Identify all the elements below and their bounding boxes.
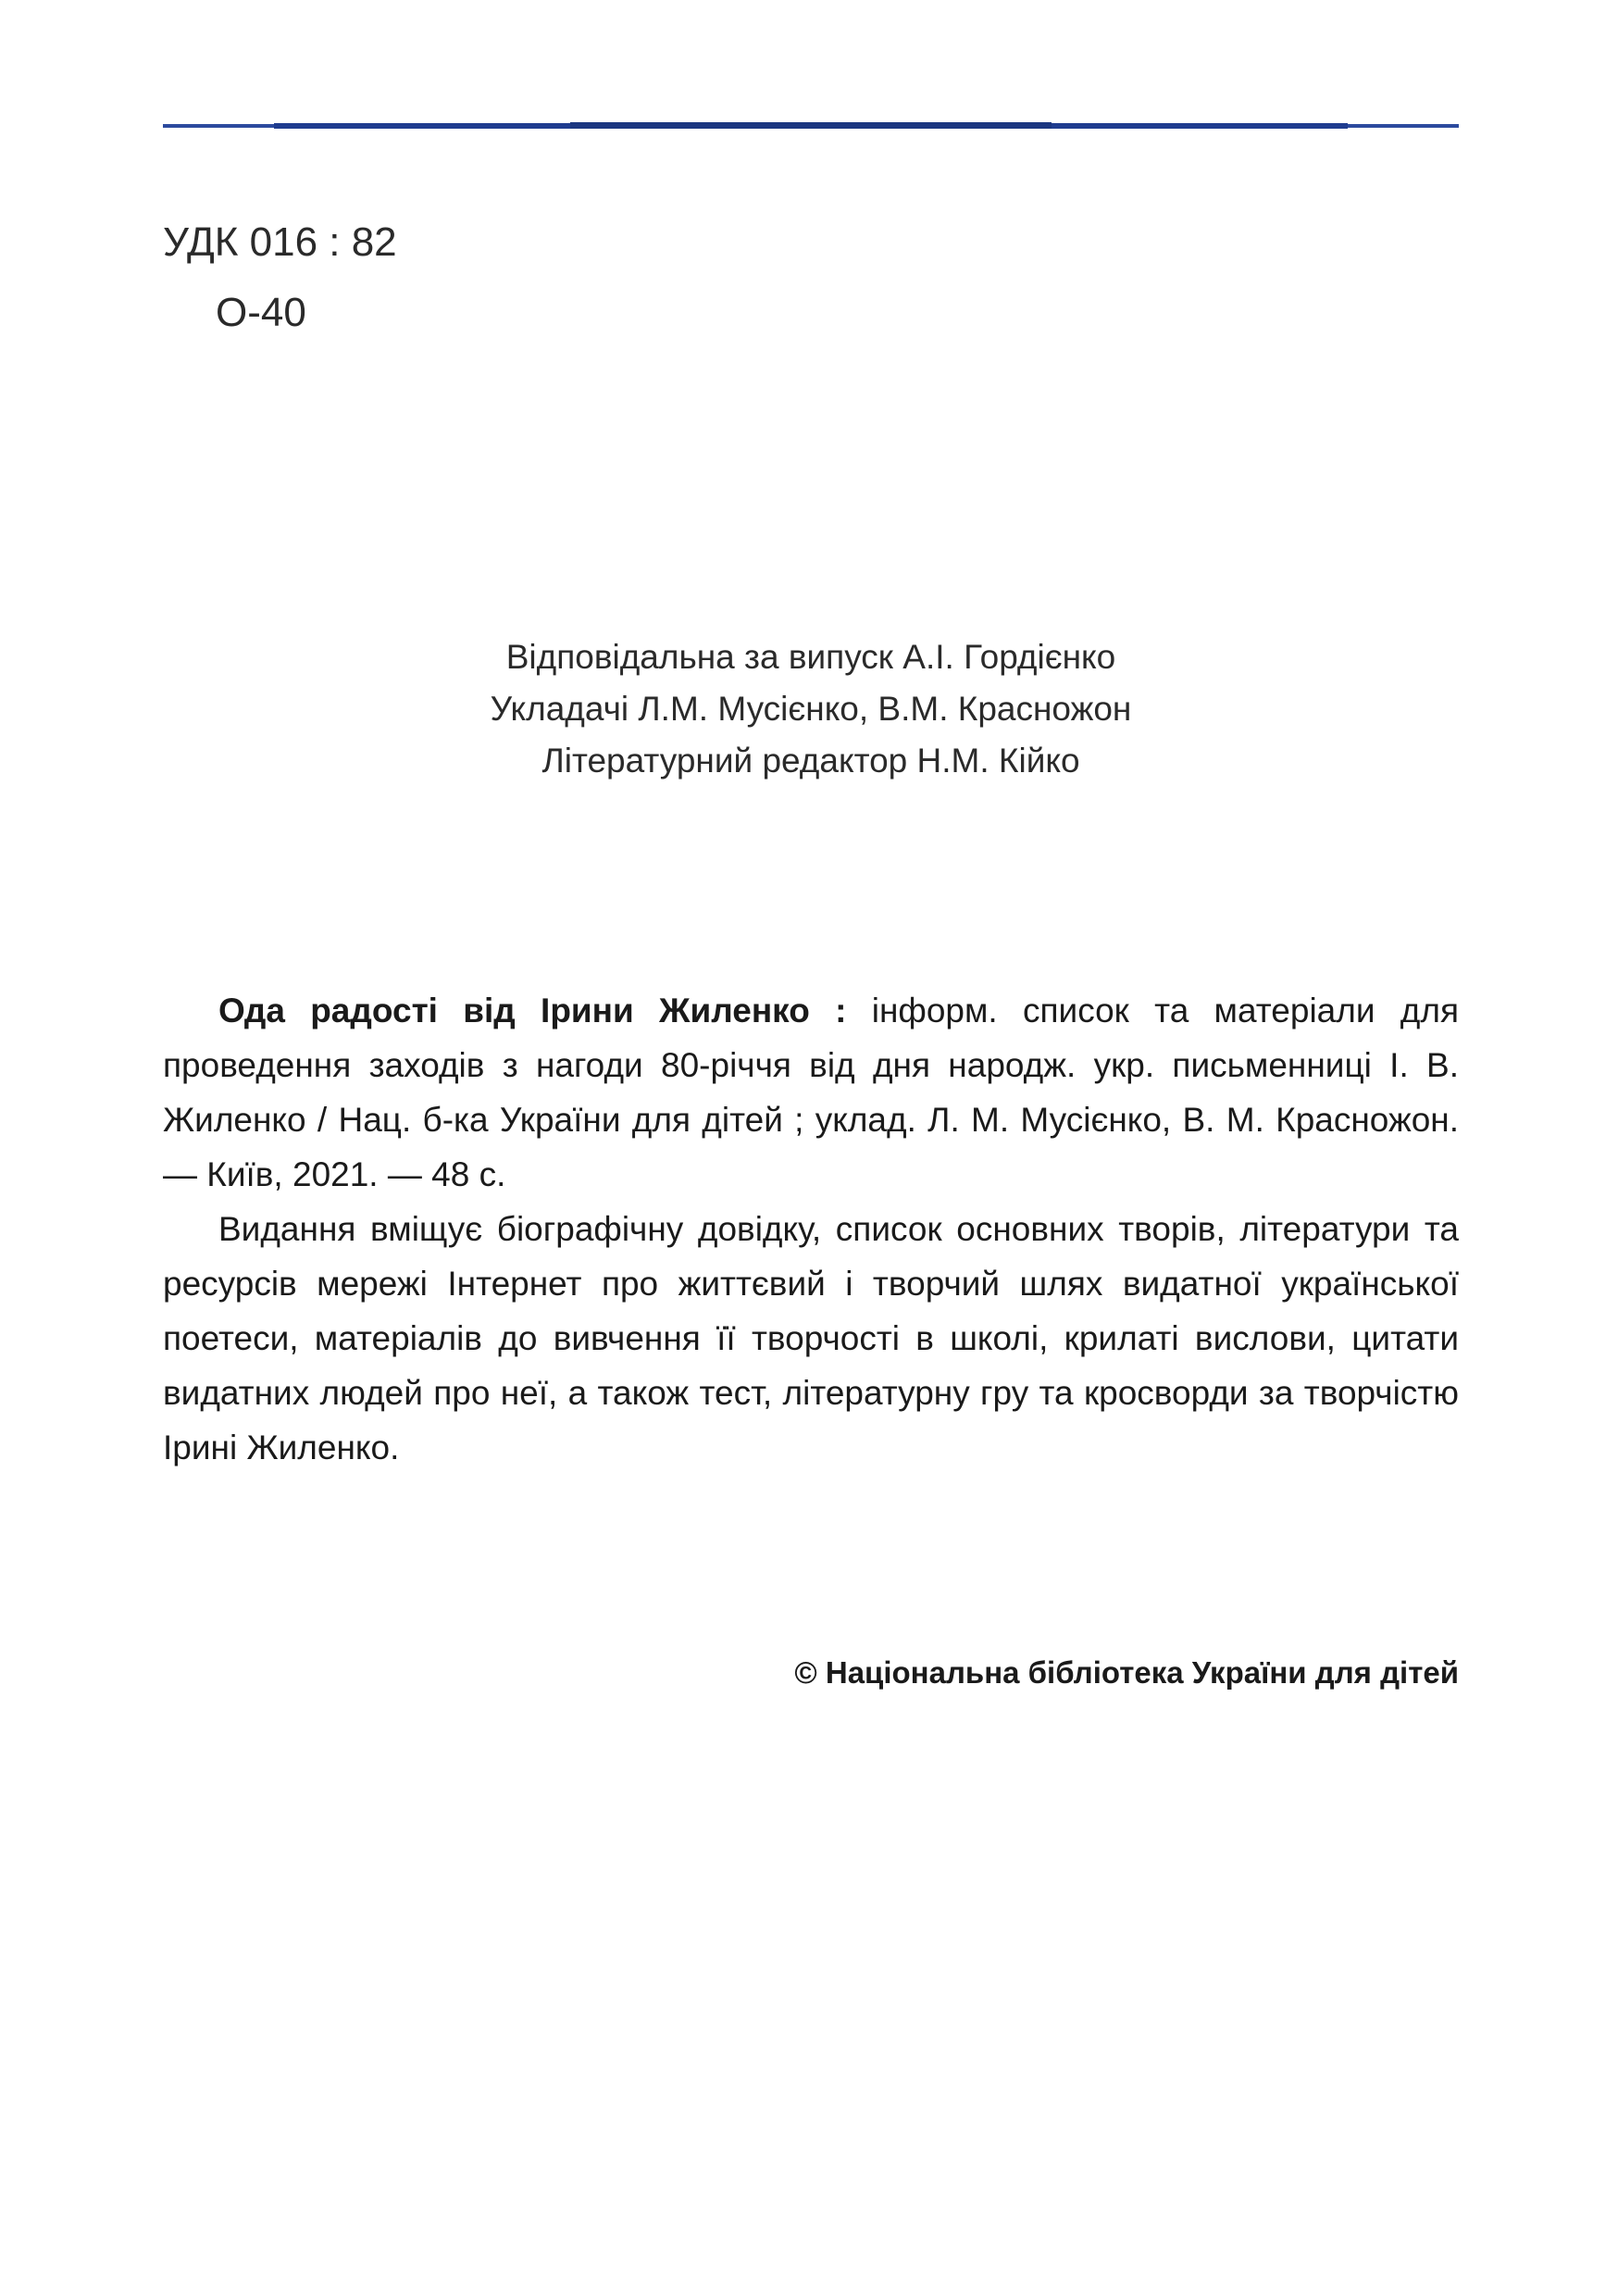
book-title: Ода радості від Ірини Жиленко :: [218, 992, 847, 1029]
citation-text: інформ. список та матеріали для проведення заходів з нагоди 80-річчя від дня народж. укр. письменниці І. В. Жиленко / Нац. б-ка України для дітей ; уклад. Л. М. Мусієнко, В. М. Красножон. — Київ, 2021. — 48 с.: [163, 992, 1459, 1193]
header-rule-center: [570, 122, 1052, 129]
copyright-notice: © Національна бібліотека України для дітей: [794, 1655, 1459, 1690]
author-sign: О-40: [216, 290, 306, 335]
header-rule: [163, 123, 1459, 128]
citation-paragraph: [163, 983, 1459, 1202]
abstract-paragraph: Видання вміщує біографічну довідку, список основних творів, літератури та ресурсів мережі Інтернет про життєвий і творчий шлях видатної української поетеси, матеріалів до вивчення її творчості в школі, крилаті вислови, цитати видатних людей про неї, а також тест, літературну гру та кросворди за творчістю Ірині Жиленко.: [163, 1210, 1459, 1466]
bibliographic-description: [163, 983, 1459, 1475]
compilers-line: Укладачі Л.М. Мусієнко, В.М. Красножон: [490, 690, 1132, 728]
responsible-line: Відповідальна за випуск А.І. Гордієнко: [505, 638, 1116, 676]
editor-line: Літературний редактор Н.М. Кійко: [541, 742, 1080, 780]
credits-block: [163, 631, 1459, 787]
udk-index: УДК 016 : 82: [163, 219, 397, 265]
